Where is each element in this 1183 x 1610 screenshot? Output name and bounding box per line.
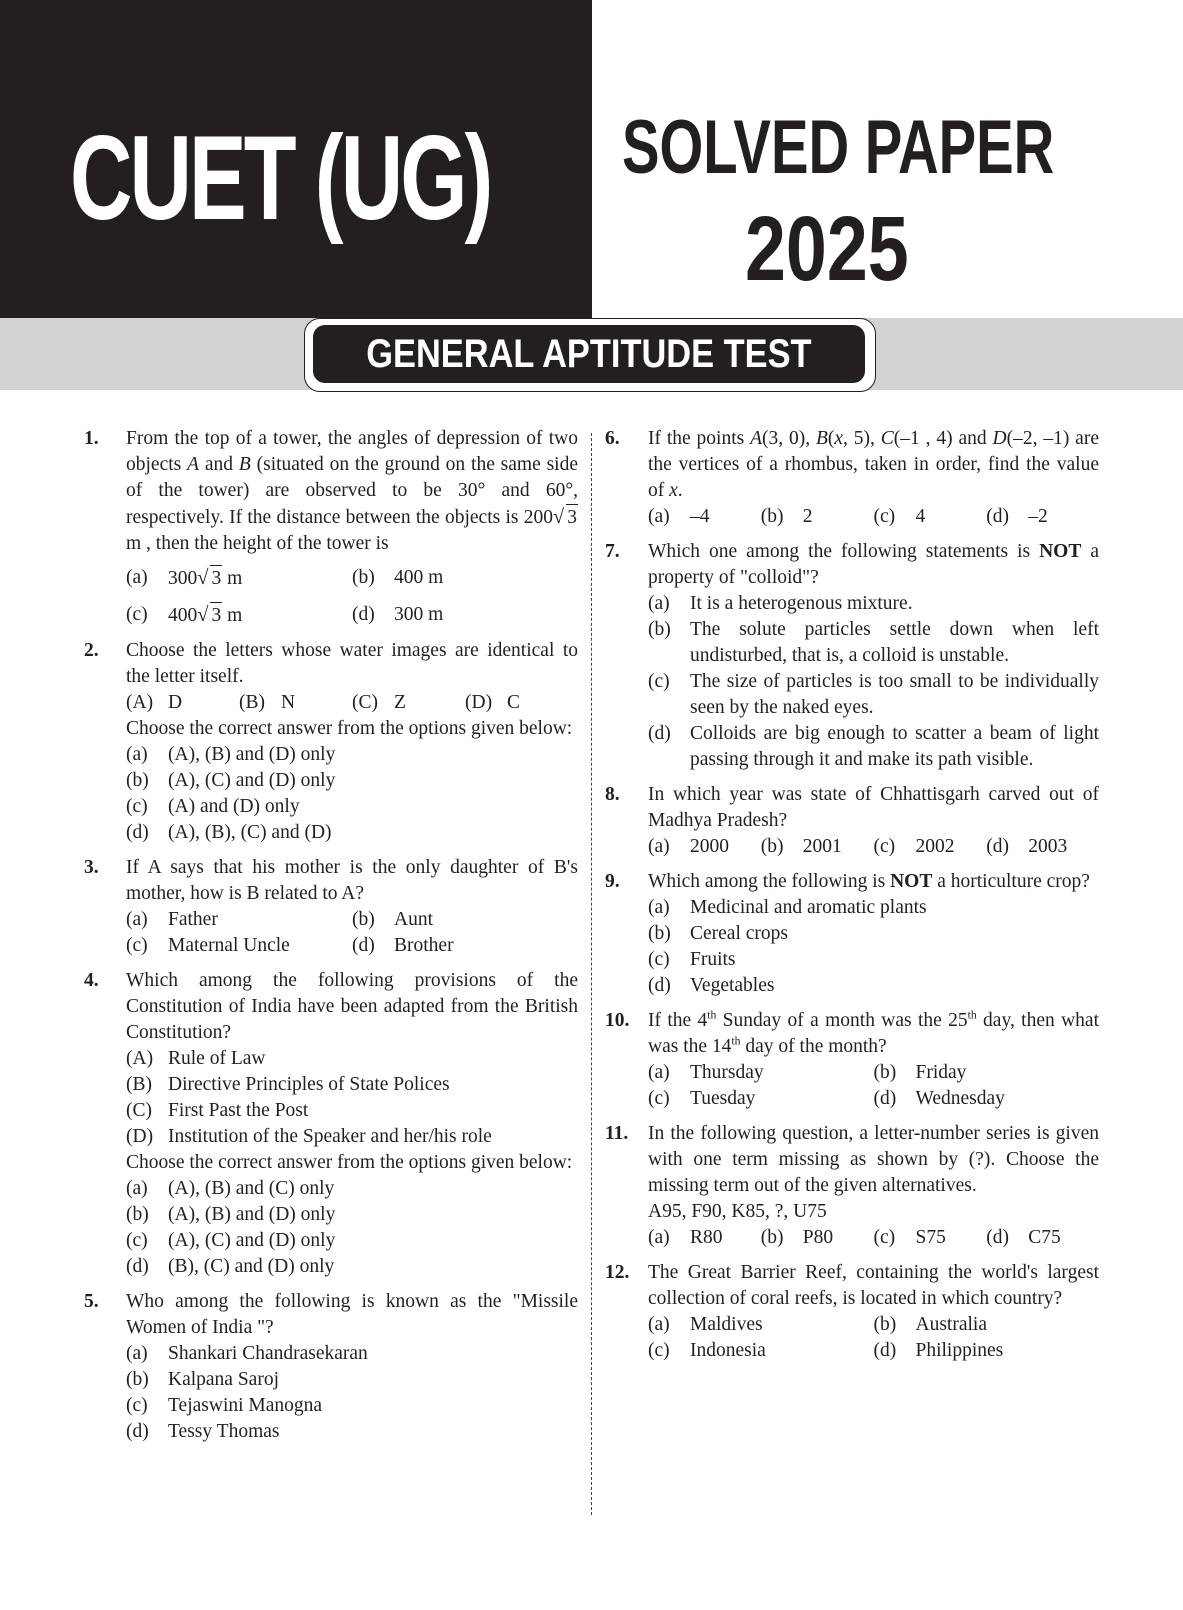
option-d[interactable]: (d) Colloids are big enough to scatter a beam of light passing through it and make its path visible. [648,723,1099,770]
section-badge [313,325,865,383]
question-text: The Great Barrier Reef, containing the world's largest collection of coral reefs, is located in which country? [648,1262,1099,1309]
option-d[interactable]: (d) Tessy Thomas [126,1421,280,1442]
question-5 [84,1289,578,1445]
year-title: 2025 [745,198,909,300]
option-a[interactable]: (a) 2000 [648,836,729,857]
question-12 [605,1260,1099,1364]
item-C: (C) First Past the Post [126,1100,309,1121]
question-1 [84,426,578,629]
option-b[interactable]: (b) P80 [760,1227,834,1248]
option-b[interactable]: (b) Friday [873,1062,967,1083]
option-b[interactable]: (b) Cereal crops [648,923,788,944]
option-d[interactable]: (d) C75 [986,1227,1061,1248]
question-text: Which among the following provisions of the Constitution of India have been adapted from the British Constitution? [126,970,578,1043]
question-number: 10. [605,1010,630,1031]
item-D: (D) Institution of the Speaker and her/his role [126,1126,492,1147]
option-d[interactable]: (d) Philippines [873,1340,1004,1361]
question-7 [605,539,1099,773]
option-d[interactable]: (d) –2 [986,506,1048,527]
question-number: 9. [605,871,620,892]
question-number: 11. [605,1123,629,1144]
question-9 [605,869,1099,999]
question-text: If the points A(3, 0), B(x, 5), C(–1 , 4) and D(–2, –1) are the vertices of a rhombus, taken in order, find the value of x. [648,428,1099,501]
option-b[interactable]: (b) (A), (B) and (D) only [126,1204,336,1225]
option-c[interactable]: (c) Fruits [648,949,736,970]
option-c[interactable]: (c) The size of particles is too small to be individually seen by the naked eyes. [648,671,1099,718]
option-c[interactable]: (c) 2002 [873,836,955,857]
question-text: From the top of a tower, the angles of depression of two objects A and B (situated on the ground on the same side of the tower) are observed to be 30° and 60°, respectively. If the distance between the objects is 200√ 3 m , then the height of the tower is [126,428,579,554]
item-A: (A) Rule of Law [126,1048,266,1069]
sqrt-icon: √ [197,604,209,626]
question-number: 8. [605,784,620,805]
solved-paper-title: SOLVED PAPER [622,105,1055,190]
option-b[interactable]: (b) 2 [760,506,813,527]
option-c[interactable]: (c) Tejaswini Manogna [126,1395,323,1416]
column-divider [591,433,592,1515]
option-d[interactable]: (d) Vegetables [648,975,775,996]
header-dark-panel [0,0,592,318]
section-title: GENERAL APTITUDE TEST [366,331,812,376]
question-text: Which among the following is NOT a horticulture crop? [648,871,1090,892]
question-text: If A says that his mother is the only daughter of B's mother, how is B related to A? [126,857,578,904]
option-d[interactable]: (d) (B), (C) and (D) only [126,1256,335,1277]
item-C: (C) Z [352,692,406,713]
option-a[interactable]: (a) Maldives [648,1314,763,1335]
instruction-text: Choose the correct answer from the options given below: [126,1152,573,1173]
question-text: If the 4th Sunday of a month was the 25th day, then what was the 14th day of the month? [648,1008,1099,1057]
option-c[interactable]: (c) 400√ 3 m [126,602,352,629]
item-A: (A) D [126,692,183,713]
option-b[interactable]: (b) Kalpana Saroj [126,1369,280,1390]
option-a[interactable]: (a) Shankari Chandrasekaran [126,1343,368,1364]
sqrt-icon: √ [553,506,565,528]
option-a[interactable]: (a) 300√ 3 m [126,565,352,592]
series-text: A95, F90, K85, ?, U75 [648,1201,827,1222]
question-number: 7. [605,541,620,562]
question-number: 12. [605,1262,630,1283]
option-c[interactable]: (c) S75 [873,1227,946,1248]
option-b[interactable]: (b) Australia [873,1314,987,1335]
question-number: 3. [84,857,99,878]
option-a[interactable]: (a) Medicinal and aromatic plants [648,897,927,918]
option-c[interactable]: (c) (A) and (D) only [126,796,300,817]
left-column [84,426,578,1454]
option-c[interactable]: (c) Indonesia [648,1340,766,1361]
option-c[interactable]: (c) Tuesday [648,1088,756,1109]
option-d[interactable]: (d) Wednesday [873,1088,1005,1109]
item-B: (B) N [239,692,296,713]
option-b[interactable]: (b) 400 m [352,567,444,588]
question-6 [605,426,1099,530]
option-a[interactable]: (a) Thursday [648,1062,764,1083]
option-c[interactable]: (c) Maternal Uncle [126,935,290,956]
question-number: 4. [84,970,99,991]
question-text: Who among the following is known as the "Missile Women of India "? [126,1291,578,1338]
sqrt-icon: √ [197,567,209,589]
question-text: Choose the letters whose water images are identical to the letter itself. [126,640,578,687]
question-number: 5. [84,1291,99,1312]
item-D: (D) C [465,692,521,713]
item-B: (B) Directive Principles of State Polices [126,1074,450,1095]
option-d[interactable]: (d) (A), (B), (C) and (D) [126,822,332,843]
option-d[interactable]: (d) Brother [352,935,454,956]
question-number: 2. [84,640,99,661]
option-a[interactable]: (a) Father [126,909,218,930]
option-a[interactable]: (a) R80 [648,1227,723,1248]
question-text: In which year was state of Chhattisgarh carved out of Madhya Pradesh? [648,784,1099,831]
question-11 [605,1121,1099,1251]
option-a[interactable]: (a) –4 [648,506,710,527]
question-10 [605,1008,1099,1112]
option-c[interactable]: (c) (A), (C) and (D) only [126,1230,336,1251]
option-a[interactable]: (a) (A), (B) and (C) only [126,1178,335,1199]
option-c[interactable]: (c) 4 [873,506,926,527]
exam-title: CUET (UG) [70,111,491,245]
option-d[interactable]: (d) 300 m [352,604,444,625]
question-3 [84,855,578,959]
option-b[interactable]: (b) (A), (C) and (D) only [126,770,336,791]
question-2 [84,638,578,846]
option-b[interactable]: (b) The solute particles settle down when left undisturbed, that is, a colloid is unstable. [648,619,1099,666]
question-text: In the following question, a letter-number series is given with one term missing as shown by (?). Choose the missing term out of the given alternatives. [648,1123,1099,1196]
question-number: 1. [84,428,99,449]
question-text: Which one among the following statements is NOT a property of "colloid"? [648,541,1100,588]
option-b[interactable]: (b) Aunt [352,909,433,930]
question-8 [605,782,1099,860]
right-column [605,426,1099,1373]
option-d[interactable]: (d) 2003 [986,836,1068,857]
option-b[interactable]: (b) 2001 [760,836,842,857]
question-4 [84,968,578,1280]
instruction-text: Choose the correct answer from the options given below: [126,718,573,739]
option-a[interactable]: (a) (A), (B) and (D) only [126,744,336,765]
option-a[interactable]: (a) It is a heterogenous mixture. [648,593,913,614]
question-number: 6. [605,428,620,449]
